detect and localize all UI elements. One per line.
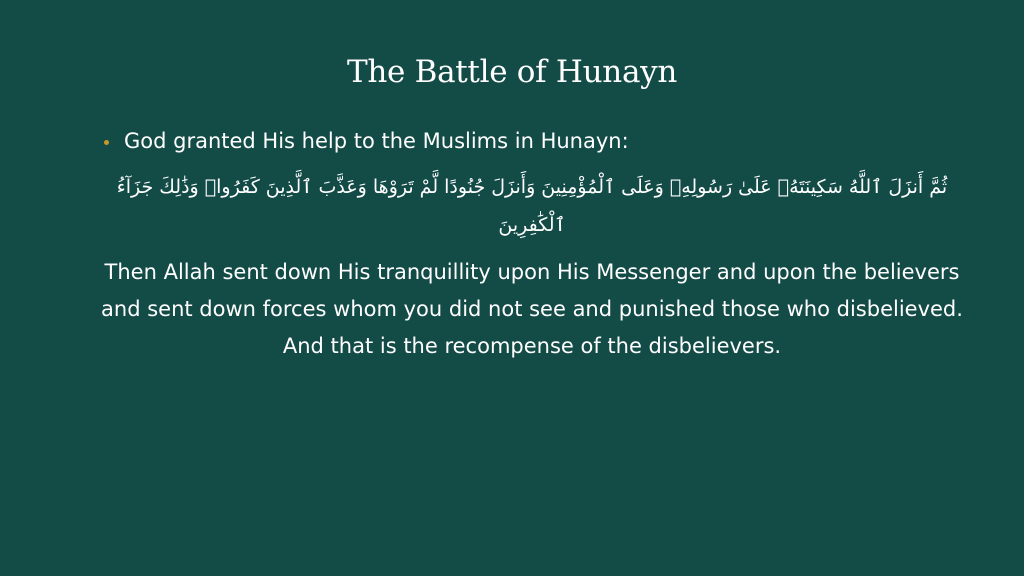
arabic-verse: ثُمَّ أَنزَلَ ٱللَّهُ سَكِينَتَهُۥ عَلَىٰ رَسُولِهِۦ وَعَلَى ٱلْمُؤْمِنِينَ وَأَنزَلَ جُنُودًا لَّمْ تَرَوْهَا وَعَذَّبَ ٱلَّذِينَ كَفَرُوا۟ وَذَٰلِكَ جَزَآءُ ٱلْكَٰفِرِينَ xyxy=(116,176,948,236)
bullet-dot-icon xyxy=(104,140,109,145)
bullet-item xyxy=(104,124,629,158)
bullet-text: God granted His help to the Muslims in Hunayn: xyxy=(124,129,629,153)
slide-title: The Battle of Hunayn xyxy=(346,54,678,90)
verse-translation: Then Allah sent down His tranquillity upon His Messenger and upon the believers and sent down forces whom you did not see and punished those who disbelieved. And that is the recompense of the disbelievers. xyxy=(101,260,963,358)
